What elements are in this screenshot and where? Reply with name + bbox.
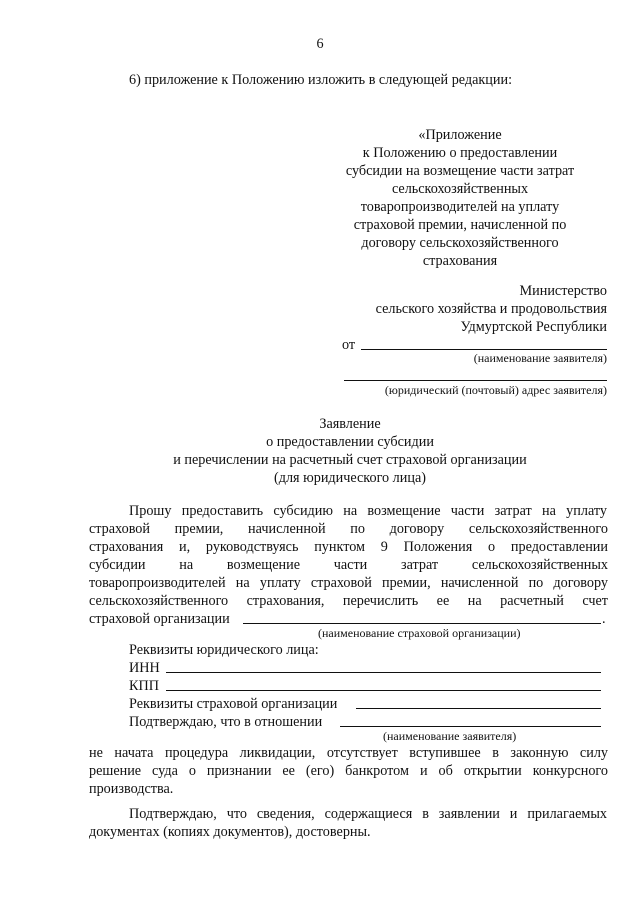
appendix-line: к Положению о предоставлении [362, 145, 558, 161]
insurer-line-label: страховой организации [89, 611, 230, 627]
paragraph-line: не начата процедура ликвидации, отсутствует вступившее в законную силу [89, 745, 608, 761]
addressee-line: Министерство [519, 283, 607, 299]
applicant-address-field[interactable] [344, 380, 607, 381]
addressee-line: сельского хозяйства и продовольствия [375, 301, 607, 317]
paragraph-line: товаропроизводителей на уплату страховой премии, начисленной по договору [89, 575, 608, 591]
paragraph-line: страховой премии, начисленной по договору сельскохозяйственного [89, 521, 608, 537]
title-line: Заявление [319, 416, 381, 432]
paragraph-line: документах (копиях документов), достоверны. [89, 824, 371, 840]
appendix-line: «Приложение [418, 127, 502, 143]
title-line: и перечислении на расчетный счет страховой организации [173, 452, 527, 468]
insurer-requisites-label: Реквизиты страховой организации [129, 696, 338, 712]
title-line: о предоставлении субсидии [266, 434, 434, 450]
page-number: 6 [316, 36, 324, 52]
addressee-line: Удмуртской Республики [460, 319, 607, 335]
inn-field[interactable] [166, 672, 601, 673]
legal-entity-requisites-label: Реквизиты юридического лица: [129, 642, 319, 658]
paragraph-line: Прошу предоставить субсидию на возмещение части затрат на уплату [129, 503, 607, 519]
appendix-line: товаропроизводителей на уплату [360, 199, 560, 215]
title-line: (для юридического лица) [274, 470, 426, 486]
amendment-item: 6) приложение к Положению изложить в следующей редакции: [129, 72, 513, 88]
insurer-requisites-field[interactable] [356, 708, 601, 709]
paragraph-line: решение суда о признании ее (его) банкротом и об открытии конкурсного [89, 763, 608, 779]
from-label: от [342, 337, 356, 353]
kpp-label: КПП [129, 678, 159, 694]
insurer-line-end: . [602, 611, 606, 627]
appendix-line: договору сельскохозяйственного [361, 235, 559, 251]
confirm-label: Подтверждаю, что в отношении [129, 714, 323, 730]
appendix-line: страховой премии, начисленной по [353, 217, 567, 233]
kpp-field[interactable] [166, 690, 601, 691]
appendix-line: субсидии на возмещение части затрат [345, 163, 575, 179]
paragraph-line: сельскохозяйственного страхования, перечислить ее на расчетный счет [89, 593, 608, 609]
appendix-line: сельскохозяйственных [391, 181, 529, 197]
applicant-name-field[interactable] [361, 349, 607, 350]
confirm-applicant-field[interactable] [340, 726, 601, 727]
paragraph-line: субсидии на возмещение части затрат сельскохозяйственных [89, 557, 608, 573]
applicant-name-hint: (наименование заявителя) [473, 351, 607, 365]
confirm-applicant-hint: (наименование заявителя) [383, 729, 517, 743]
appendix-line: страхования [422, 253, 498, 269]
paragraph-line: страхования и, руководствуясь пунктом 9 Положения о предоставлении [89, 539, 608, 555]
inn-label: ИНН [129, 660, 160, 676]
insurer-name-hint: (наименование страховой организации) [318, 626, 521, 640]
insurer-name-field[interactable] [243, 623, 601, 624]
applicant-address-hint: (юридический (почтовый) адрес заявителя) [384, 383, 607, 397]
paragraph-line: производства. [89, 781, 174, 797]
paragraph-line: Подтверждаю, что сведения, содержащиеся в заявлении и прилагаемых [129, 806, 607, 822]
